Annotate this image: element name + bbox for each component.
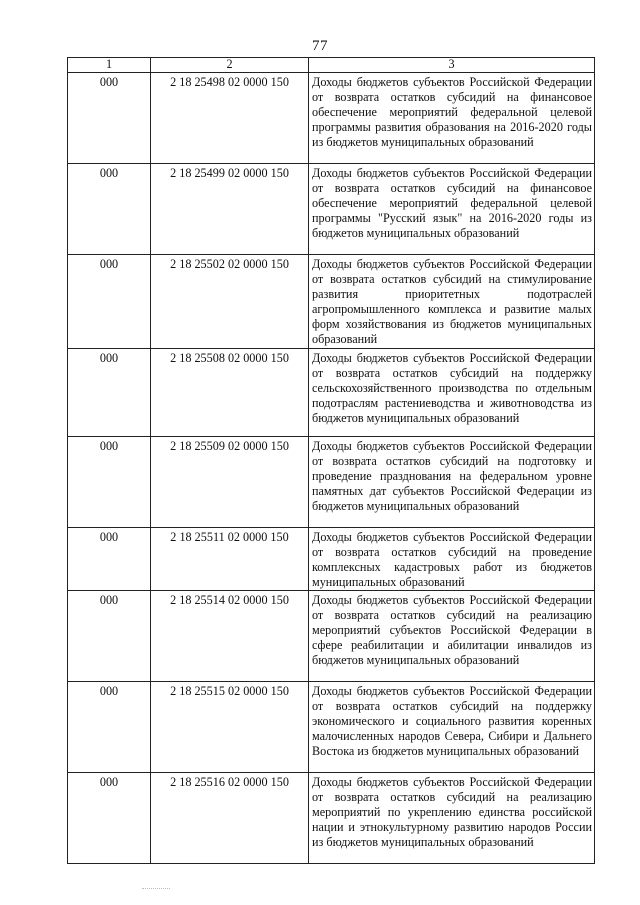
admin-code-cell: 000 xyxy=(68,527,151,590)
admin-code-cell: 000 xyxy=(68,348,151,436)
budget-revenue-table xyxy=(67,57,595,864)
budget-code-cell: 2 18 25511 02 0000 150 xyxy=(151,527,309,590)
description-cell: Доходы бюджетов субъектов Российской Федерации от возврата остатков субсидий на финансовое обеспечение мероприятий федеральной целевой программы "Русский язык" на 2016-2020 годы из бюджетов муниципальных образований xyxy=(309,164,595,255)
budget-code-cell: 2 18 25508 02 0000 150 xyxy=(151,348,309,436)
table-header xyxy=(68,58,595,73)
description-cell: Доходы бюджетов субъектов Российской Федерации от возврата остатков субсидий на стимулирование развития приоритетных подотраслей агропромышленного комплекса и развитие малых форм хозяйствования из бюджетов муниципальных образований xyxy=(309,255,595,349)
column-header-3: 3 xyxy=(309,58,595,73)
table-row xyxy=(68,527,595,590)
description-cell: Доходы бюджетов субъектов Российской Федерации от возврата остатков субсидий на поддержку экономического и социального развития коренных малочисленных народов Севера, Сибири и Дальнего Востока из бюджетов муниципальных образований xyxy=(309,681,595,772)
budget-code-cell: 2 18 25509 02 0000 150 xyxy=(151,436,309,527)
description-cell: Доходы бюджетов субъектов Российской Федерации от возврата остатков субсидий на финансовое обеспечение мероприятий федеральной целевой программы развития образования на 2016-2020 годы из бюджетов муниципальных образований xyxy=(309,73,595,164)
budget-code-cell: 2 18 25514 02 0000 150 xyxy=(151,590,309,681)
table-body xyxy=(68,73,595,864)
admin-code-cell: 000 xyxy=(68,164,151,255)
admin-code-cell: 000 xyxy=(68,436,151,527)
admin-code-cell: 000 xyxy=(68,590,151,681)
table-row xyxy=(68,348,595,436)
budget-code-cell: 2 18 25498 02 0000 150 xyxy=(151,73,309,164)
header-row xyxy=(68,58,595,73)
description-cell: Доходы бюджетов субъектов Российской Федерации от возврата остатков субсидий на подготовку и проведение празднования на федеральном уровне памятных дат субъектов Российской Федерации из бюджетов муниципальных образований xyxy=(309,436,595,527)
table-row xyxy=(68,255,595,349)
table-row xyxy=(68,164,595,255)
budget-code-cell: 2 18 25502 02 0000 150 xyxy=(151,255,309,349)
page-number: 77 xyxy=(312,38,328,54)
description-cell: Доходы бюджетов субъектов Российской Федерации от возврата остатков субсидий на реализацию мероприятий по укреплению единства российской нации и этнокультурному развитию народов России из бюджетов муниципальных образований xyxy=(309,772,595,863)
description-cell: Доходы бюджетов субъектов Российской Федерации от возврата остатков субсидий на реализацию мероприятий субъектов Российской Федерации в сфере реабилитации и абилитации инвалидов из бюджетов муниципальных образований xyxy=(309,590,595,681)
admin-code-cell: 000 xyxy=(68,772,151,863)
table-row xyxy=(68,681,595,772)
table-row xyxy=(68,73,595,164)
column-header-1: 1 xyxy=(68,58,151,73)
table-row xyxy=(68,436,595,527)
column-header-2: 2 xyxy=(151,58,309,73)
admin-code-cell: 000 xyxy=(68,681,151,772)
table-row xyxy=(68,772,595,863)
scan-artifact-divider xyxy=(142,888,170,889)
budget-code-cell: 2 18 25516 02 0000 150 xyxy=(151,772,309,863)
budget-code-cell: 2 18 25515 02 0000 150 xyxy=(151,681,309,772)
admin-code-cell: 000 xyxy=(68,255,151,349)
description-cell: Доходы бюджетов субъектов Российской Федерации от возврата остатков субсидий на проведение комплексных кадастровых работ из бюджетов муниципальных образований xyxy=(309,527,595,590)
budget-code-cell: 2 18 25499 02 0000 150 xyxy=(151,164,309,255)
description-cell: Доходы бюджетов субъектов Российской Федерации от возврата остатков субсидий на поддержку сельскохозяйственного производства по отдельным подотраслям растениеводства и животноводства из бюджетов муниципальных образований xyxy=(309,348,595,436)
table-row xyxy=(68,590,595,681)
admin-code-cell: 000 xyxy=(68,73,151,164)
